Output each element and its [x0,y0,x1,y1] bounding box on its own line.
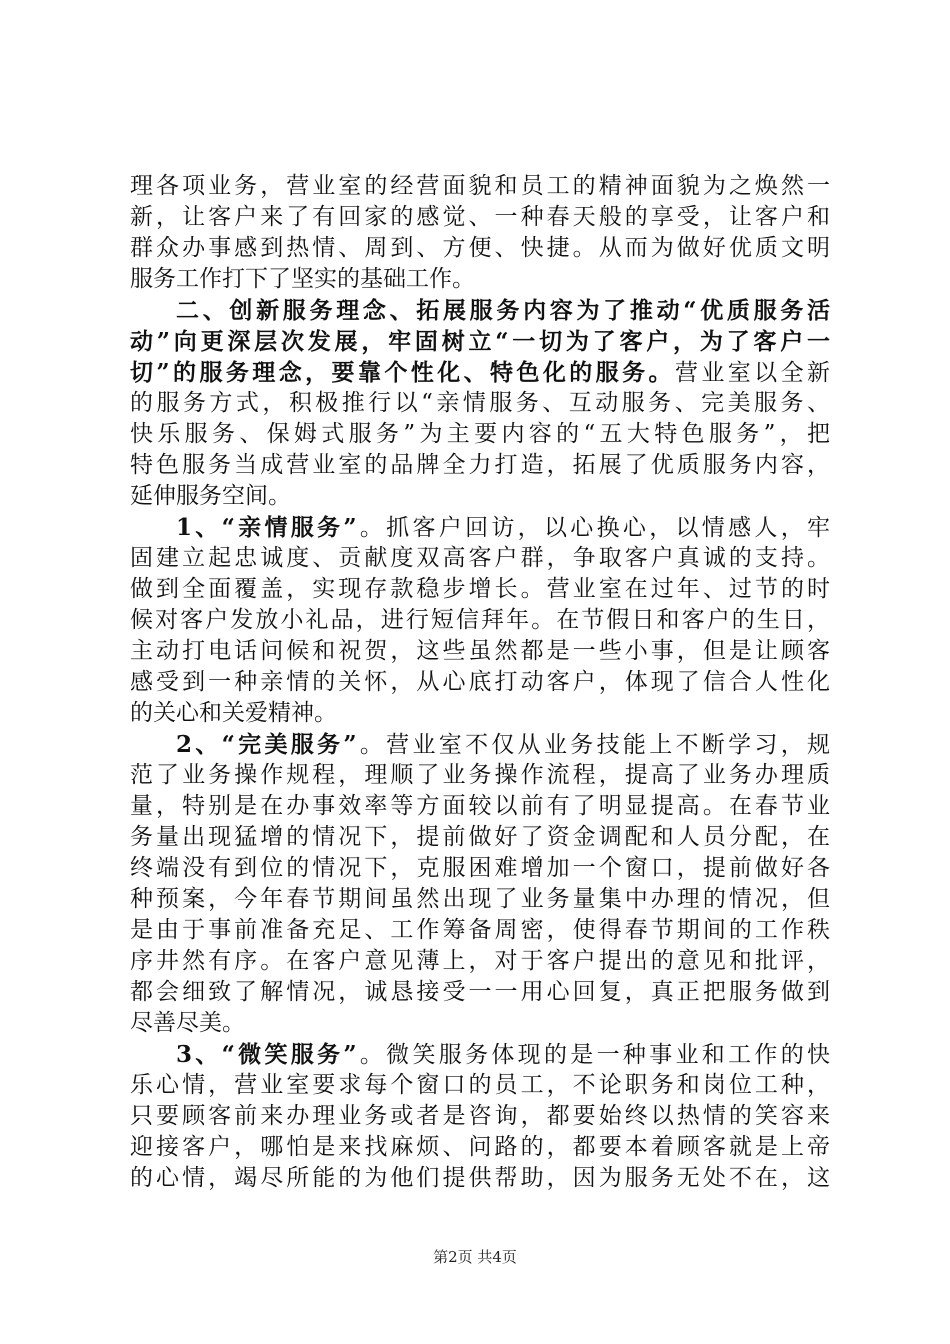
text-span: 范了业务操作规程，理顺了业务操作流程，提高了业务办理质 [130,762,830,788]
text-span: 量，特别是在办事效率等方面较以前有了明显提高。在春节业 [130,793,830,819]
text-span: 快乐服务、保姆式服务”为主要内容的“五大特色服务”，把 [130,421,830,447]
text-span: 迎接客户，哪怕是来找麻烦、问路的，都要本着顾客就是上帝 [130,1134,830,1160]
text-span: 服务工作打下了坚实的基础工作。 [130,266,475,292]
text-span: 乐心情，营业室要求每个窗口的员工，不论职务和岗位工种， [130,1072,830,1098]
text-span: 主动打电话问候和祝贺，这些虽然都是一些小事，但是让顾客 [130,638,830,664]
section-heading-line [130,326,830,357]
text-line [130,853,830,884]
section-heading-line [130,295,830,326]
item-heading-line [130,1039,830,1070]
text-line [130,233,830,264]
page-number-footer: 第2页 共4页 [433,1248,517,1266]
text-span: 候对客户发放小礼品，进行短信拜年。在节假日和客户的生日， [130,607,830,633]
text-line [130,946,830,977]
text-span: 营业室以全新 [674,360,831,386]
text-span: 理各项业务，营业室的经营面貌和员工的精神面貌为之焕然一 [130,173,830,199]
text-span: 延伸服务空间。 [130,483,291,509]
text-line [130,977,830,1008]
text-span: 终端没有到位的情况下，克服困难增加一个窗口，提前做好各 [130,855,830,881]
text-line [130,264,830,295]
item-heading-line [130,512,830,543]
text-line [130,791,830,822]
text-span: 。抓客户回访，以心换心，以情感人，牢 [356,515,831,541]
bold-text-span: 2、“完美服务” [176,731,357,758]
text-span: 种预案，今年春节期间虽然出现了业务量集中办理的情况，但 [130,886,830,912]
text-line [130,450,830,481]
text-span: 。微笑服务体现的是一种事业和工作的快 [356,1042,831,1068]
text-line [130,202,830,233]
text-line [130,1132,830,1163]
bold-text-span: 二、创新服务理念、拓展服务内容为了推动“优质服务活 [176,297,830,324]
text-line [130,822,830,853]
text-line [130,884,830,915]
text-span: 务量出现猛增的情况下，提前做好了资金调配和人员分配，在 [130,824,830,850]
text-span: 序井然有序。在客户意见薄上，对于客户提出的意见和批评， [130,948,830,974]
text-line [130,1163,830,1194]
text-line [130,1070,830,1101]
text-span: 尽善尽美。 [130,1010,245,1036]
document-body [130,171,830,1194]
bold-text-span: 切”的服务理念，要靠个性化、特色化的服务。 [130,359,675,386]
text-span: 感受到一种亲情的关怀，从心底打动客户，体现了信合人性化 [130,669,830,695]
text-span: 的服务方式，积极推行以“亲情服务、互动服务、完美服务、 [130,390,830,416]
text-line [130,388,830,419]
text-line [130,698,830,729]
text-line [130,481,830,512]
bold-text-span: 1、“亲情服务” [176,514,357,541]
item-heading-line [130,729,830,760]
text-line [130,543,830,574]
text-line [130,667,830,698]
bold-text-span: 动”向更深层次发展，牢固树立“一切为了客户，为了客户一 [130,328,830,355]
text-line [130,605,830,636]
text-span: 做到全面覆盖，实现存款稳步增长。营业室在过年、过节的时 [130,576,830,602]
text-line [130,1008,830,1039]
text-line [130,636,830,667]
text-span: 的关心和关爱精神。 [130,700,337,726]
text-span: 群众办事感到热情、周到、方便、快捷。从而为做好优质文明 [130,235,830,261]
text-line [130,171,830,202]
text-span: 都会细致了解情况，诚恳接受一一用心回复，真正把服务做到 [130,979,830,1005]
text-span: 特色服务当成营业室的品牌全力打造，拓展了优质服务内容， [130,452,830,478]
text-span: 只要顾客前来办理业务或者是咨询，都要始终以热情的笑容来 [130,1103,830,1129]
text-line [130,419,830,450]
text-line [130,1101,830,1132]
text-span: 的心情，竭尽所能的为他们提供帮助，因为服务无处不在，这 [130,1165,830,1191]
text-span: 新，让客户来了有回家的感觉、一种春天般的享受，让客户和 [130,204,830,230]
bold-text-span: 3、“微笑服务” [176,1041,357,1068]
text-line [130,760,830,791]
text-span: 是由于事前准备充足、工作筹备周密，使得春节期间的工作秩 [130,917,830,943]
text-line [130,915,830,946]
text-span: 。营业室不仅从业务技能上不断学习，规 [356,732,831,758]
text-line [130,574,830,605]
text-span: 固建立起忠诚度、贡献度双高客户群，争取客户真诚的支持。 [130,545,830,571]
text-line [130,357,830,388]
